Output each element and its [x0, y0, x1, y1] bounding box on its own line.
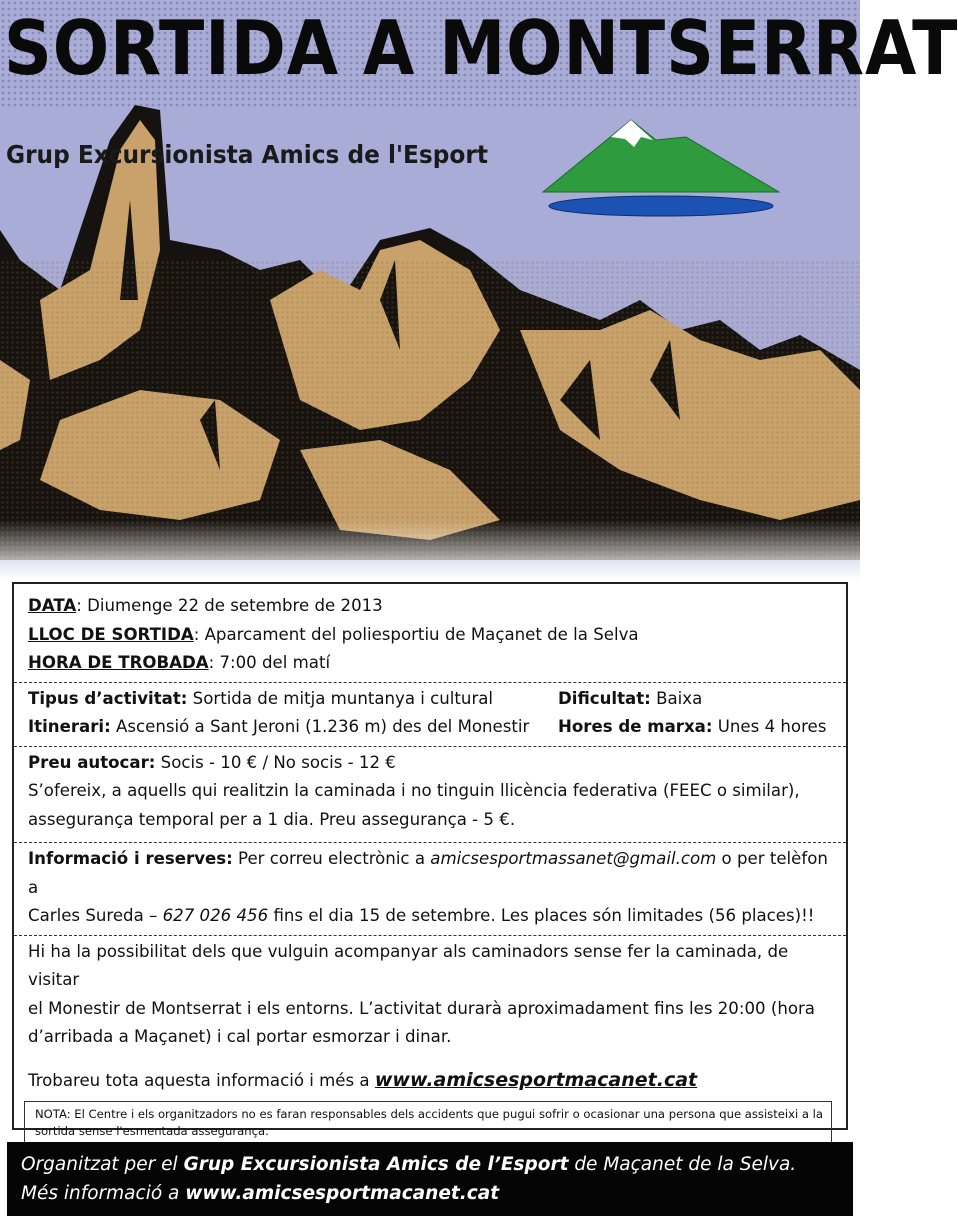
extra-text-1: Hi ha la possibilitat dels que vulguin acompanyar als caminadors sense fer la caminada, de visitar — [28, 941, 789, 989]
details-section — [14, 584, 846, 682]
difficulty-label: Dificultat: — [558, 688, 651, 708]
price-value: Socis - 10 € / No socis - 12 € — [155, 752, 396, 772]
event-info-box — [12, 582, 848, 1138]
activity-type-value: Sortida de mitja muntanya i cultural — [187, 688, 494, 708]
meeting-time-value: : 7:00 del matí — [208, 653, 331, 672]
more-info-text: Trobareu tota aquesta informació i més a — [28, 1070, 375, 1090]
club-name: Grup Excursionista Amics de l'Esport — [6, 140, 488, 169]
date-label: DATA — [28, 596, 77, 615]
reservations-label: Informació i reserves: — [28, 849, 233, 868]
walking-hours-value: Unes 4 hores — [712, 717, 827, 736]
footer-banner: Organitzat per el Grup Excursionista Amics de l’Esport de Maçanet de la Selva. Més informació a www.amicsesportmacanet.cat — [7, 1142, 853, 1216]
poster-header — [0, 0, 958, 580]
date-line — [28, 592, 832, 621]
extra-text-3: d’arribada a Maçanet) i cal portar esmorzar i dinar. — [28, 1027, 452, 1046]
club-logo-mountain-icon — [541, 115, 781, 220]
insurance-text-2: assegurança temporal per a 1 dia. Preu assegurança - 5 €. — [28, 809, 516, 829]
reservations-section: Informació i reserves: Per correu electrònic a amicsesportmassanet@gmail.com o per telèfon a Carles Sureda – 627 026 456 fins el dia 15 de setembre. Les places són limitades (56 places)!! — [28, 849, 828, 925]
activity-type-label: Tipus d’activitat: — [28, 688, 188, 708]
departure-line — [28, 621, 832, 650]
extra-info-section — [14, 936, 846, 1096]
itinerary-label: Itinerari: — [28, 717, 111, 736]
disclaimer-text: NOTA: El Centre i els organitzadors no es faran responsables dels accidents que pugui sofrir o ocasionar una persona que assisteixi a la sortida sense l'esmentada assegurança. — [35, 1107, 823, 1138]
price-label: Preu autocar: — [28, 752, 156, 772]
departure-value: : Aparcament del poliesportiu de Maçanet de la Selva — [193, 624, 639, 644]
extra-text-2: el Monestir de Montserrat i els entorns. L’activitat durarà aproximadament fins les 20:00 (hora — [28, 998, 815, 1018]
disclaimer-note — [24, 1101, 832, 1143]
contact-email[interactable]: amicsesportmassanet@gmail.com — [430, 849, 717, 868]
website-link[interactable]: www.amicsesportmacanet.cat — [374, 1068, 698, 1091]
difficulty-value: Baixa — [650, 688, 703, 708]
contact-phone[interactable]: 627 026 456 — [162, 906, 269, 925]
footer-website-link[interactable]: www.amicsesportmacanet.cat — [185, 1183, 500, 1204]
meeting-time-line — [28, 649, 832, 678]
departure-label: LLOC DE SORTIDA — [28, 624, 194, 644]
price-section — [14, 747, 846, 843]
date-value: : Diumenge 22 de setembre de 2013 — [76, 596, 383, 615]
organizer-name: Grup Excursionista Amics de l’Esport — [183, 1154, 569, 1175]
walking-hours-label: Hores de marxa: — [558, 717, 713, 736]
itinerary-value: Ascensió a Sant Jeroni (1.236 m) des del Monestir — [110, 717, 530, 736]
meeting-time-label: HORA DE TROBADA — [28, 653, 209, 672]
poster-title: SORTIDA A MONTSERRAT — [4, 4, 958, 92]
activity-section — [14, 683, 846, 746]
insurance-text-1: S’ofereix, a aquells qui realitzin la caminada i no tinguin llicència federativa (FEEC o similar), — [28, 781, 800, 800]
